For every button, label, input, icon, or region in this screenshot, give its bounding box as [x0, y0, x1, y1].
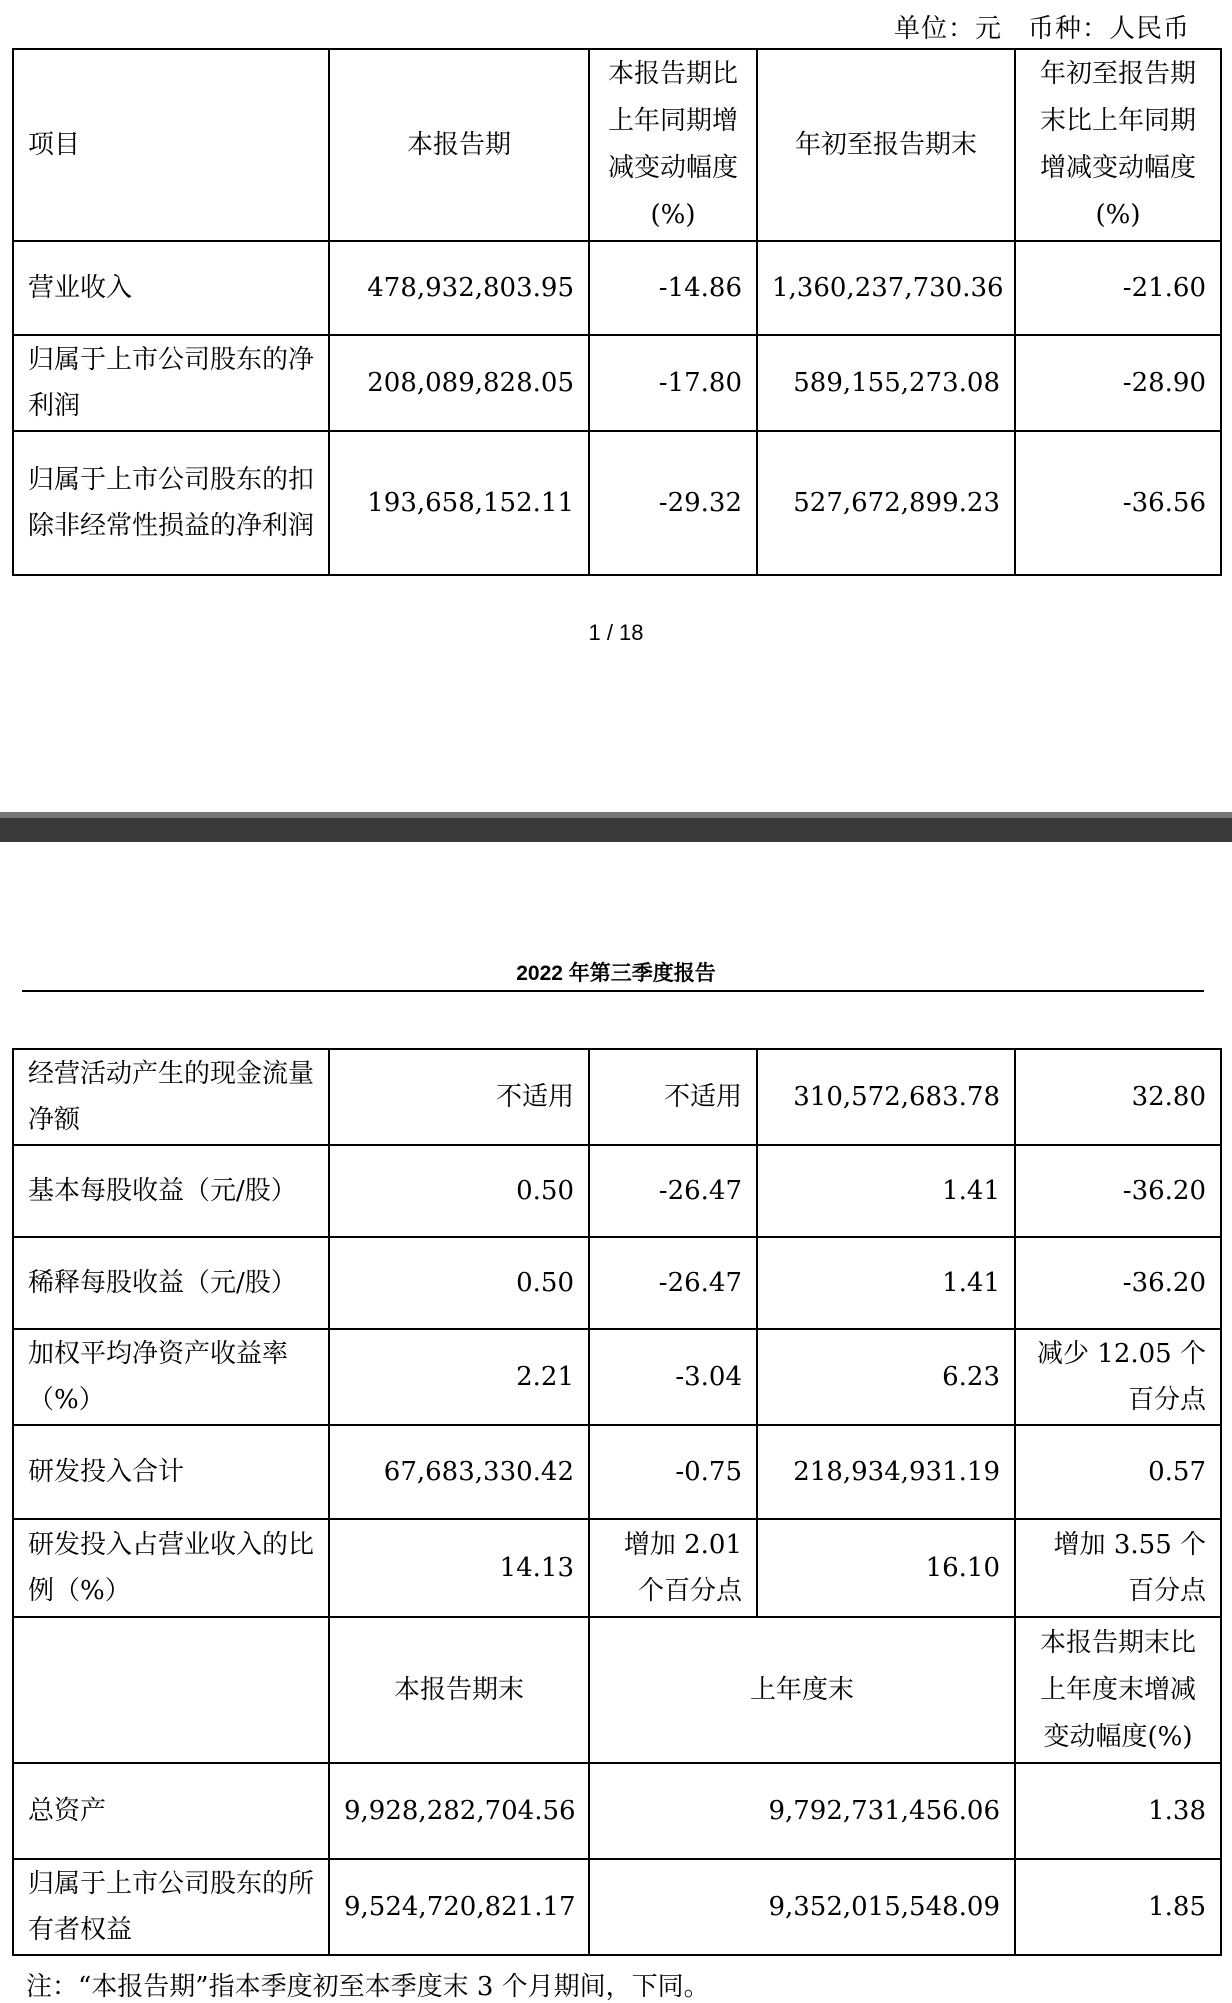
subheader-change: 本报告期末比上年度末增减变动幅度(%)	[1015, 1617, 1221, 1763]
table-row	[13, 1519, 1221, 1617]
table-row	[13, 1237, 1221, 1329]
cell-value: 0.57	[1015, 1425, 1221, 1519]
cell-value: 9,928,282,704.56	[329, 1763, 589, 1859]
cell-item: 归属于上市公司股东的扣除非经常性损益的净利润	[13, 431, 329, 575]
cell-value: 减少 12.05 个百分点	[1015, 1329, 1221, 1425]
cell-value: 不适用	[589, 1049, 757, 1145]
cell-item: 研发投入占营业收入的比例（%）	[13, 1519, 329, 1617]
financial-table-bottom	[12, 1048, 1222, 1956]
cell-value: 14.13	[329, 1519, 589, 1617]
cell-value: 218,934,931.19	[757, 1425, 1015, 1519]
currency-label: 币种：人民币	[1027, 14, 1190, 44]
cell-item: 经营活动产生的现金流量净额	[13, 1049, 329, 1145]
cell-value: 0.50	[329, 1237, 589, 1329]
cell-value: -29.32	[589, 431, 757, 575]
cell-value: 9,352,015,548.09	[589, 1859, 1015, 1955]
cell-value: -26.47	[589, 1237, 757, 1329]
cell-value: 9,524,720,821.17	[329, 1859, 589, 1955]
cell-value: -3.04	[589, 1329, 757, 1425]
cell-value: 16.10	[757, 1519, 1015, 1617]
cell-value: 310,572,683.78	[757, 1049, 1015, 1145]
financial-table-top	[12, 48, 1222, 576]
header-item: 项目	[13, 49, 329, 241]
table-row	[13, 335, 1221, 431]
cell-value: 增加 2.01 个百分点	[589, 1519, 757, 1617]
table-row	[13, 241, 1221, 335]
cell-item: 加权平均净资产收益率（%）	[13, 1329, 329, 1425]
header-ytd-change: 年初至报告期末比上年同期增减变动幅度(%)	[1015, 49, 1221, 241]
table-row	[13, 1425, 1221, 1519]
header-current-period: 本报告期	[329, 49, 589, 241]
cell-value: 193,658,152.11	[329, 431, 589, 575]
cell-value: -26.47	[589, 1145, 757, 1237]
cell-value: 589,155,273.08	[757, 335, 1015, 431]
cell-value: -14.86	[589, 241, 757, 335]
cell-value: 不适用	[329, 1049, 589, 1145]
cell-value: -21.60	[1015, 241, 1221, 335]
cell-item: 总资产	[13, 1763, 329, 1859]
cell-item: 基本每股收益（元/股）	[13, 1145, 329, 1237]
cell-value: -0.75	[589, 1425, 757, 1519]
cell-value: -36.20	[1015, 1237, 1221, 1329]
cell-item: 归属于上市公司股东的所有者权益	[13, 1859, 329, 1955]
footnote: 注：“本报告期”指本季度初至本季度末 3 个月期间，下同。	[26, 1972, 710, 2002]
cell-value: -17.80	[589, 335, 757, 431]
subheader-empty	[13, 1617, 329, 1763]
cell-item: 稀释每股收益（元/股）	[13, 1237, 329, 1329]
page-break-highlight	[0, 812, 1232, 818]
cell-value: 527,672,899.23	[757, 431, 1015, 575]
table-header-row	[13, 49, 1221, 241]
page-number: 1 / 18	[588, 620, 644, 645]
subheader-period-end: 本报告期末	[329, 1617, 589, 1763]
cell-value: -36.20	[1015, 1145, 1221, 1237]
report-title: 2022 年第三季度报告	[516, 962, 716, 985]
cell-value: 1,360,237,730.36	[757, 241, 1015, 335]
table-row	[13, 1859, 1221, 1955]
unit-label: 单位：元	[893, 14, 1002, 44]
cell-value: 1.85	[1015, 1859, 1221, 1955]
cell-value: 67,683,330.42	[329, 1425, 589, 1519]
title-rule	[22, 990, 1204, 992]
cell-value: 1.38	[1015, 1763, 1221, 1859]
cell-value: 增加 3.55 个百分点	[1015, 1519, 1221, 1617]
cell-value: 0.50	[329, 1145, 589, 1237]
subheader-prior-year-end: 上年度末	[589, 1617, 1015, 1763]
cell-value: 478,932,803.95	[329, 241, 589, 335]
header-current-change: 本报告期比上年同期增减变动幅度(%)	[589, 49, 757, 241]
cell-value: -28.90	[1015, 335, 1221, 431]
cell-value: 1.41	[757, 1237, 1015, 1329]
cell-item: 营业收入	[13, 241, 329, 335]
cell-value: 6.23	[757, 1329, 1015, 1425]
cell-item: 研发投入合计	[13, 1425, 329, 1519]
table-row	[13, 1329, 1221, 1425]
unit-currency-line	[868, 8, 1190, 45]
header-ytd: 年初至报告期末	[757, 49, 1015, 241]
cell-value: 1.41	[757, 1145, 1015, 1237]
cell-value: 9,792,731,456.06	[589, 1763, 1015, 1859]
cell-value: 208,089,828.05	[329, 335, 589, 431]
table-row	[13, 1763, 1221, 1859]
cell-value: -36.56	[1015, 431, 1221, 575]
cell-item: 归属于上市公司股东的净利润	[13, 335, 329, 431]
cell-value: 2.21	[329, 1329, 589, 1425]
cell-value: 32.80	[1015, 1049, 1221, 1145]
table-row	[13, 1049, 1221, 1145]
table-row	[13, 1145, 1221, 1237]
table-subheader-row	[13, 1617, 1221, 1763]
table-row	[13, 431, 1221, 575]
